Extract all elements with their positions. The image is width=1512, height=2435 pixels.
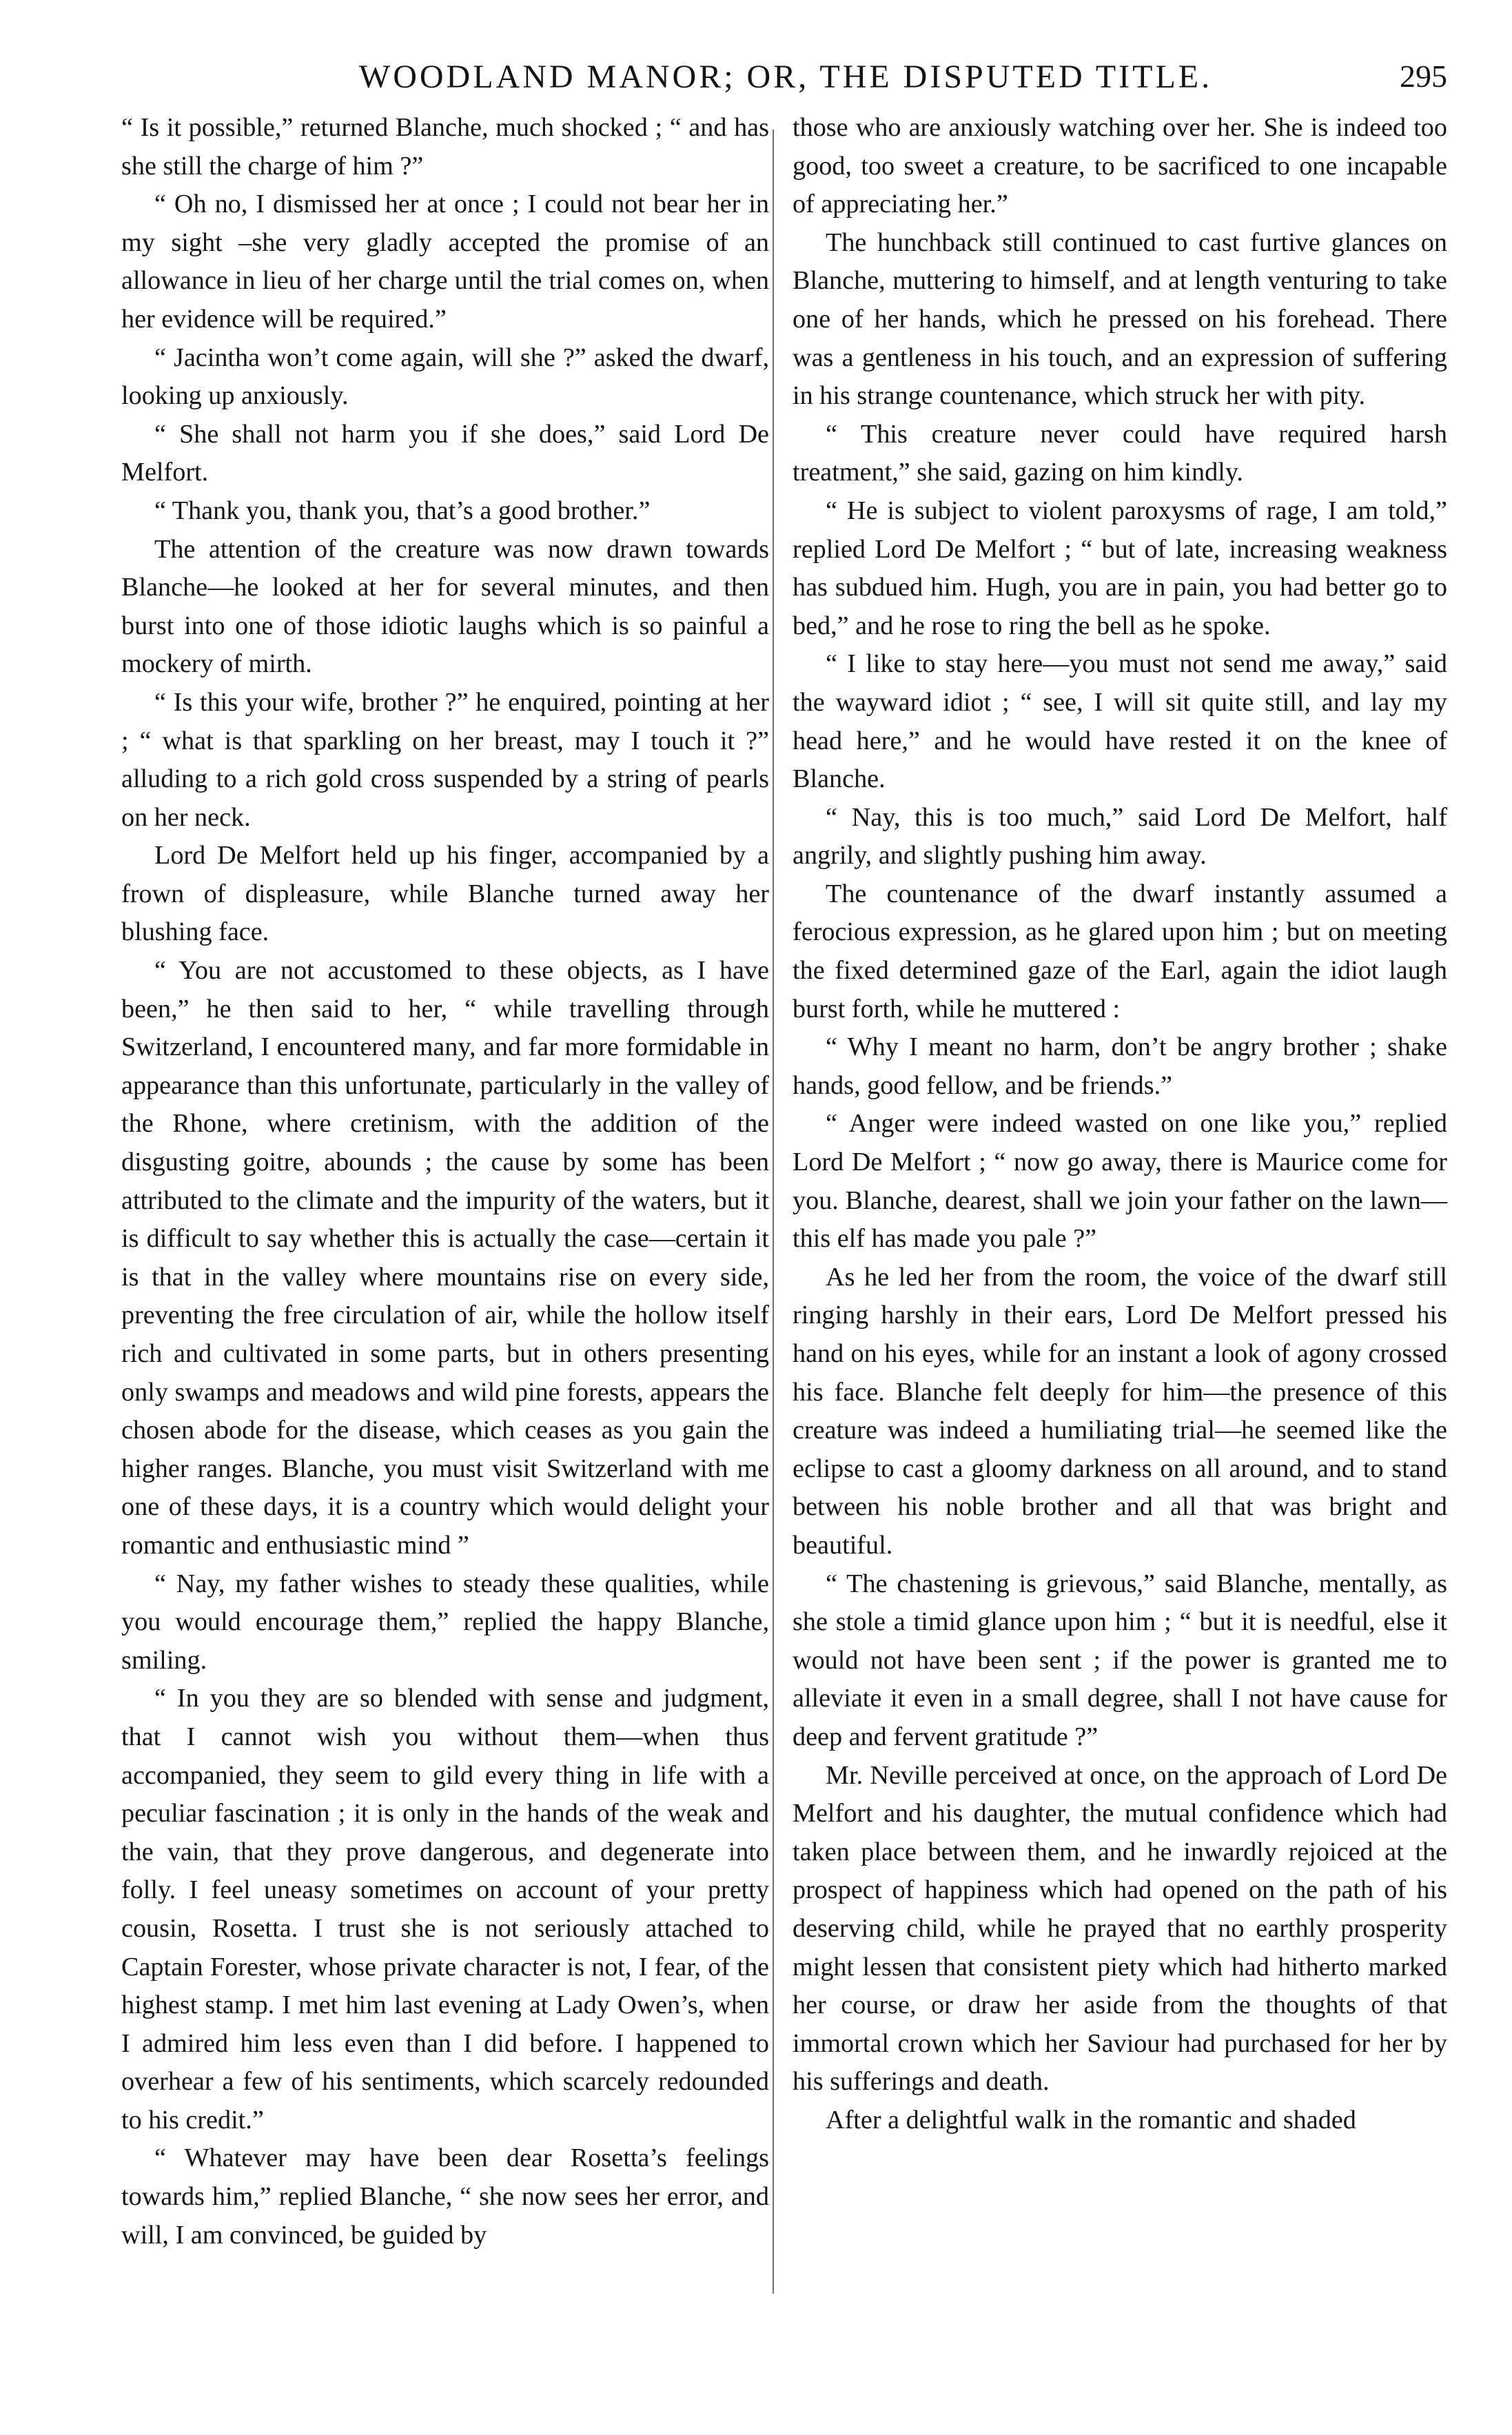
- paragraph: “ I like to stay here—you must not send me away,” said the wayward idiot ; “ see, I will sit quite still, and lay my head here,” and he would have rested it on the knee of Blanche.: [793, 649, 1447, 794]
- paragraph: “ The chastening is grievous,” said Blanche, mentally, as she stole a timid glance upon him ; “ but it is needful, else it would not have been sent ; if the power is granted me to alleviate it even in a small degree, shall I not have cause for deep and fervent gratitude ?”: [793, 1569, 1447, 1751]
- paragraph: “ Nay, my father wishes to steady these qualities, while you would encourage them,” replied the happy Blanche, smiling.: [121, 1569, 769, 1675]
- paragraph: After a delightful walk in the romantic and shaded: [826, 2105, 1356, 2135]
- paragraph: “ Is this your wife, brother ?” he enquired, pointing at her ; “ what is that sparkling on her breast, may I touch it ?” alluding to a rich gold cross suspended by a string of pearls on her neck.: [121, 687, 769, 832]
- paragraph: “ In you they are so blended with sense and judgment, that I cannot wish you without them—when thus accompanied, they seem to gild every thing in life with a peculiar fascination ; it is only in the hands of the weak and the vain, that they prove dangerous, and degenerate into folly. I feel uneasy sometimes on account of your pretty cousin, Rosetta. I trust she is not seriously attached to Captain Forester, whose private character is not, I fear, of the highest stamp. I met him last evening at Lady Owen’s, when I admired him less even than I did before. I happened to overhear a few of his sentiments, which scarcely redounded to his credit.”: [121, 1684, 769, 2135]
- paragraph: “ Thank you, thank you, that’s a good brother.”: [154, 496, 651, 525]
- paragraph: Mr. Neville perceived at once, on the approach of Lord De Melfort and his daughter, the mutual confidence which had taken place between them, and he inwardly rejoiced at the prospect of happiness which had opened on the path of his deserving child, while he prayed that no earthly prosperity might lessen that consistent piety which had hitherto marked her course, or draw her aside from the thoughts of that immortal crown which her Saviour had purchased for her by his sufferings and death.: [793, 1760, 1447, 2097]
- paragraph: As he led her from the room, the voice of the dwarf still ringing harshly in their ears, Lord De Melfort pressed his hand on his eyes, while for an instant a look of agony crossed his face. Blanche felt deeply for him—the presence of this creature was indeed a humiliating trial—he seemed like the eclipse to cast a gloomy darkness on all around, and to stand between his noble brother and all that was bright and beautiful.: [793, 1262, 1447, 1560]
- paragraph: “ Oh no, I dismissed her at once ; I could not bear her in my sight –she very gladly accepted the promise of an allowance in lieu of her charge until the trial comes on, when her evidence will be required.”: [121, 190, 769, 334]
- column-divider: [773, 130, 774, 2294]
- paragraph: The attention of the creature was now drawn towards Blanche—he looked at her for several minutes, and then burst into one of those idiotic laughs which is so painful a mockery of mirth.: [121, 534, 769, 679]
- left-column: [121, 109, 769, 2254]
- paragraph: “ Anger were indeed wasted on one like you,” replied Lord De Melfort ; “ now go away, there is Maurice come for you. Blanche, dearest, shall we join your father on the lawn—this elf has made you pale ?”: [793, 1109, 1447, 1254]
- page-header: [124, 58, 1447, 113]
- paragraph: “ Whatever may have been dear Rosetta’s feelings towards him,” replied Blanche, “ she now sees her error, and will, I am convinced, be guided by: [121, 2143, 769, 2250]
- page-number: 295: [1400, 59, 1447, 94]
- paragraph: “ This creature never could have required harsh treatment,” she said, gazing on him kindly.: [793, 419, 1447, 487]
- paragraph: “ You are not accustomed to these objects, as I have been,” he then said to her, “ while travelling through Switzerland, I encountered many, and far more formidable in appearance than this unfortunate, particularly in the valley of the Rhone, where cretinism, with the addition of the disgusting goitre, abounds ; the cause by some has been attributed to the climate and the impurity of the waters, but it is difficult to say whether this is actually the case—certain it is that in the valley where mountains rise on every side, preventing the free circulation of air, while the hollow itself rich and cultivated in some parts, but in others presenting only swamps and meadows and wild pine forests, appears the chosen abode for the disease, which ceases as you gain the higher ranges. Blanche, you must visit Switzerland with me one of these days, it is a country which would delight your romantic and enthusiastic mind ”: [121, 956, 769, 1560]
- right-column: [793, 109, 1447, 2139]
- paragraph: “ She shall not harm you if she does,” said Lord De Melfort.: [121, 419, 769, 487]
- paragraph: “ Why I meant no harm, don’t be angry brother ; shake hands, good fellow, and be friends.”: [793, 1032, 1447, 1100]
- paragraph: “ He is subject to violent paroxysms of rage, I am told,” replied Lord De Melfort ; “ but of late, increasing weakness has subdued him. Hugh, you are in pain, you had better go to bed,” and he rose to ring the bell as he spoke.: [793, 496, 1447, 640]
- paragraph: “ Nay, this is too much,” said Lord De Melfort, half angrily, and slightly pushing him away.: [793, 802, 1447, 870]
- running-title: WOODLAND MANOR; OR, THE DISPUTED TITLE.: [358, 59, 1213, 95]
- paragraph: “ Is it possible,” returned Blanche, much shocked ; “ and has she still the charge of him ?”: [121, 113, 769, 181]
- paragraph: The countenance of the dwarf instantly assumed a ferocious expression, as he glared upon him ; but on meeting the fixed determined gaze of the Earl, again the idiot laugh burst forth, while he muttered :: [793, 879, 1447, 1023]
- paragraph: “ Jacintha won’t come again, will she ?” asked the dwarf, looking up anxiously.: [121, 343, 769, 411]
- paragraph: Lord De Melfort held up his finger, accompanied by a frown of displeasure, while Blanche turned away her blushing face.: [121, 841, 769, 947]
- paragraph: The hunchback still continued to cast furtive glances on Blanche, muttering to himself, and at length venturing to take one of her hands, which he pressed on his forehead. There was a gentleness in his touch, and an expression of suffering in his strange countenance, which struck her with pity.: [793, 227, 1447, 411]
- paragraph: those who are anxiously watching over her. She is indeed too good, too sweet a creature, to be sacrificed to one incapable of appreciating her.”: [793, 113, 1447, 219]
